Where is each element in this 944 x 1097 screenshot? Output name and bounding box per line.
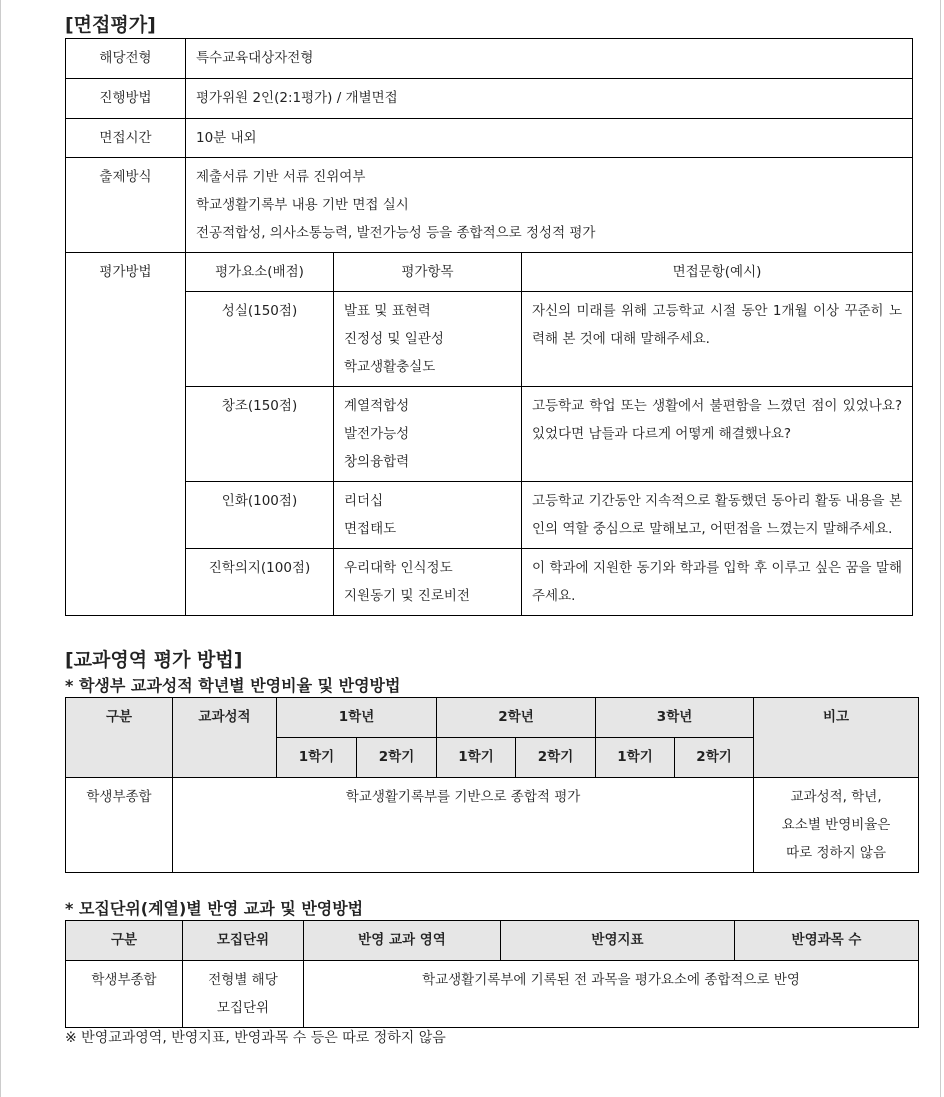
header-semester: 1학기 xyxy=(277,738,357,778)
row-value: 특수교육대상자전형 xyxy=(186,39,913,79)
line: 모집단위 xyxy=(216,1000,270,1016)
eval-element: 창조(150점) xyxy=(186,387,334,482)
header: 모집단위 xyxy=(183,921,304,961)
item: 우리대학 인식정도 xyxy=(344,560,453,576)
header: 반영 교과 영역 xyxy=(304,921,501,961)
header: 반영과목 수 xyxy=(735,921,919,961)
footnote: ※ 반영교과영역, 반영지표, 반영과목 수 등은 따로 정하지 않음 xyxy=(65,1030,446,1046)
eval-items xyxy=(334,549,522,616)
line: 교과성적, 학년, xyxy=(790,789,882,805)
eval-question: 이 학과에 지원한 동기와 학과를 입학 후 이루고 싶은 꿈을 말해주세요. xyxy=(522,549,913,616)
row-label: 평가방법 xyxy=(66,253,186,616)
subject-section-title: [교과영역 평가 방법] xyxy=(65,649,243,671)
item: 진정성 및 일관성 xyxy=(344,331,444,347)
eval-header: 평가항목 xyxy=(334,253,522,292)
eval-items xyxy=(334,482,522,549)
header-semester: 1학기 xyxy=(437,738,516,778)
row-category: 학생부종합 xyxy=(66,778,173,873)
item: 발전가능성 xyxy=(344,426,410,442)
eval-items xyxy=(334,387,522,482)
line: 제출서류 기반 서류 진위여부 xyxy=(196,169,366,185)
row-content: 학교생활기록부를 기반으로 종합적 평가 xyxy=(173,778,754,873)
item: 지원동기 및 진로비전 xyxy=(344,588,470,604)
eval-items xyxy=(334,292,522,387)
interview-table xyxy=(65,38,913,616)
question-method-lines xyxy=(186,158,913,253)
item: 창의융합력 xyxy=(344,454,410,470)
line: 요소별 반영비율은 xyxy=(781,817,891,833)
unit-subject-table xyxy=(65,920,919,1028)
line: 따로 정하지 않음 xyxy=(786,845,886,861)
header-semester: 1학기 xyxy=(596,738,675,778)
item: 리더십 xyxy=(344,493,384,509)
header-semester: 2학기 xyxy=(357,738,437,778)
row-category: 학생부종합 xyxy=(66,961,183,1028)
row-value: 10분 내외 xyxy=(186,119,913,158)
eval-element: 성실(150점) xyxy=(186,292,334,387)
header-semester: 2학기 xyxy=(516,738,596,778)
item: 면접태도 xyxy=(344,521,397,537)
line: 전형별 해당 xyxy=(208,972,278,988)
line: 학교생활기록부 내용 기반 면접 실시 xyxy=(196,197,409,213)
eval-question: 자신의 미래를 위해 고등학교 시절 동안 1개월 이상 꾸준히 노력해 본 것에 대해 말해주세요. xyxy=(522,292,913,387)
row-value: 평가위원 2인(2:1평가) / 개별면접 xyxy=(186,79,913,119)
unit-table-title: * 모집단위(계열)별 반영 교과 및 반영방법 xyxy=(65,899,364,918)
row-remark xyxy=(754,778,919,873)
header-grades: 교과성적 xyxy=(173,698,277,778)
row-label: 해당전형 xyxy=(66,39,186,79)
eval-element: 인화(100점) xyxy=(186,482,334,549)
item: 발표 및 표현력 xyxy=(344,303,431,319)
header-year: 1학년 xyxy=(277,698,437,738)
eval-question: 고등학교 학업 또는 생활에서 불편함을 느꼈던 점이 있었나요? 있었다면 남들과 다르게 어떻게 해결했나요? xyxy=(522,387,913,482)
eval-question: 고등학교 기간동안 지속적으로 활동했던 동아리 활동 내용을 본인의 역할 중심으로 말해보고, 어떤점을 느꼈는지 말해주세요. xyxy=(522,482,913,549)
eval-header: 면접문항(예시) xyxy=(522,253,913,292)
interview-section-title: [면접평가] xyxy=(65,14,156,36)
header-year: 3학년 xyxy=(596,698,754,738)
header-remark: 비고 xyxy=(754,698,919,778)
header-semester: 2학기 xyxy=(675,738,754,778)
row-label: 출제방식 xyxy=(66,158,186,253)
item: 계열적합성 xyxy=(344,398,410,414)
header: 구분 xyxy=(66,921,183,961)
header: 반영지표 xyxy=(501,921,735,961)
item: 학교생활충실도 xyxy=(344,359,436,375)
grade-table-title: * 학생부 교과성적 학년별 반영비율 및 반영방법 xyxy=(65,676,401,695)
row-unit xyxy=(183,961,304,1028)
row-label: 진행방법 xyxy=(66,79,186,119)
line: 전공적합성, 의사소통능력, 발전가능성 등을 종합적으로 정성적 평가 xyxy=(196,225,596,241)
row-content: 학교생활기록부에 기록된 전 과목을 평가요소에 종합적으로 반영 xyxy=(304,961,919,1028)
grade-ratio-table xyxy=(65,697,919,873)
header-category: 구분 xyxy=(66,698,173,778)
row-label: 면접시간 xyxy=(66,119,186,158)
header-year: 2학년 xyxy=(437,698,596,738)
eval-header: 평가요소(배점) xyxy=(186,253,334,292)
eval-element: 진학의지(100점) xyxy=(186,549,334,616)
